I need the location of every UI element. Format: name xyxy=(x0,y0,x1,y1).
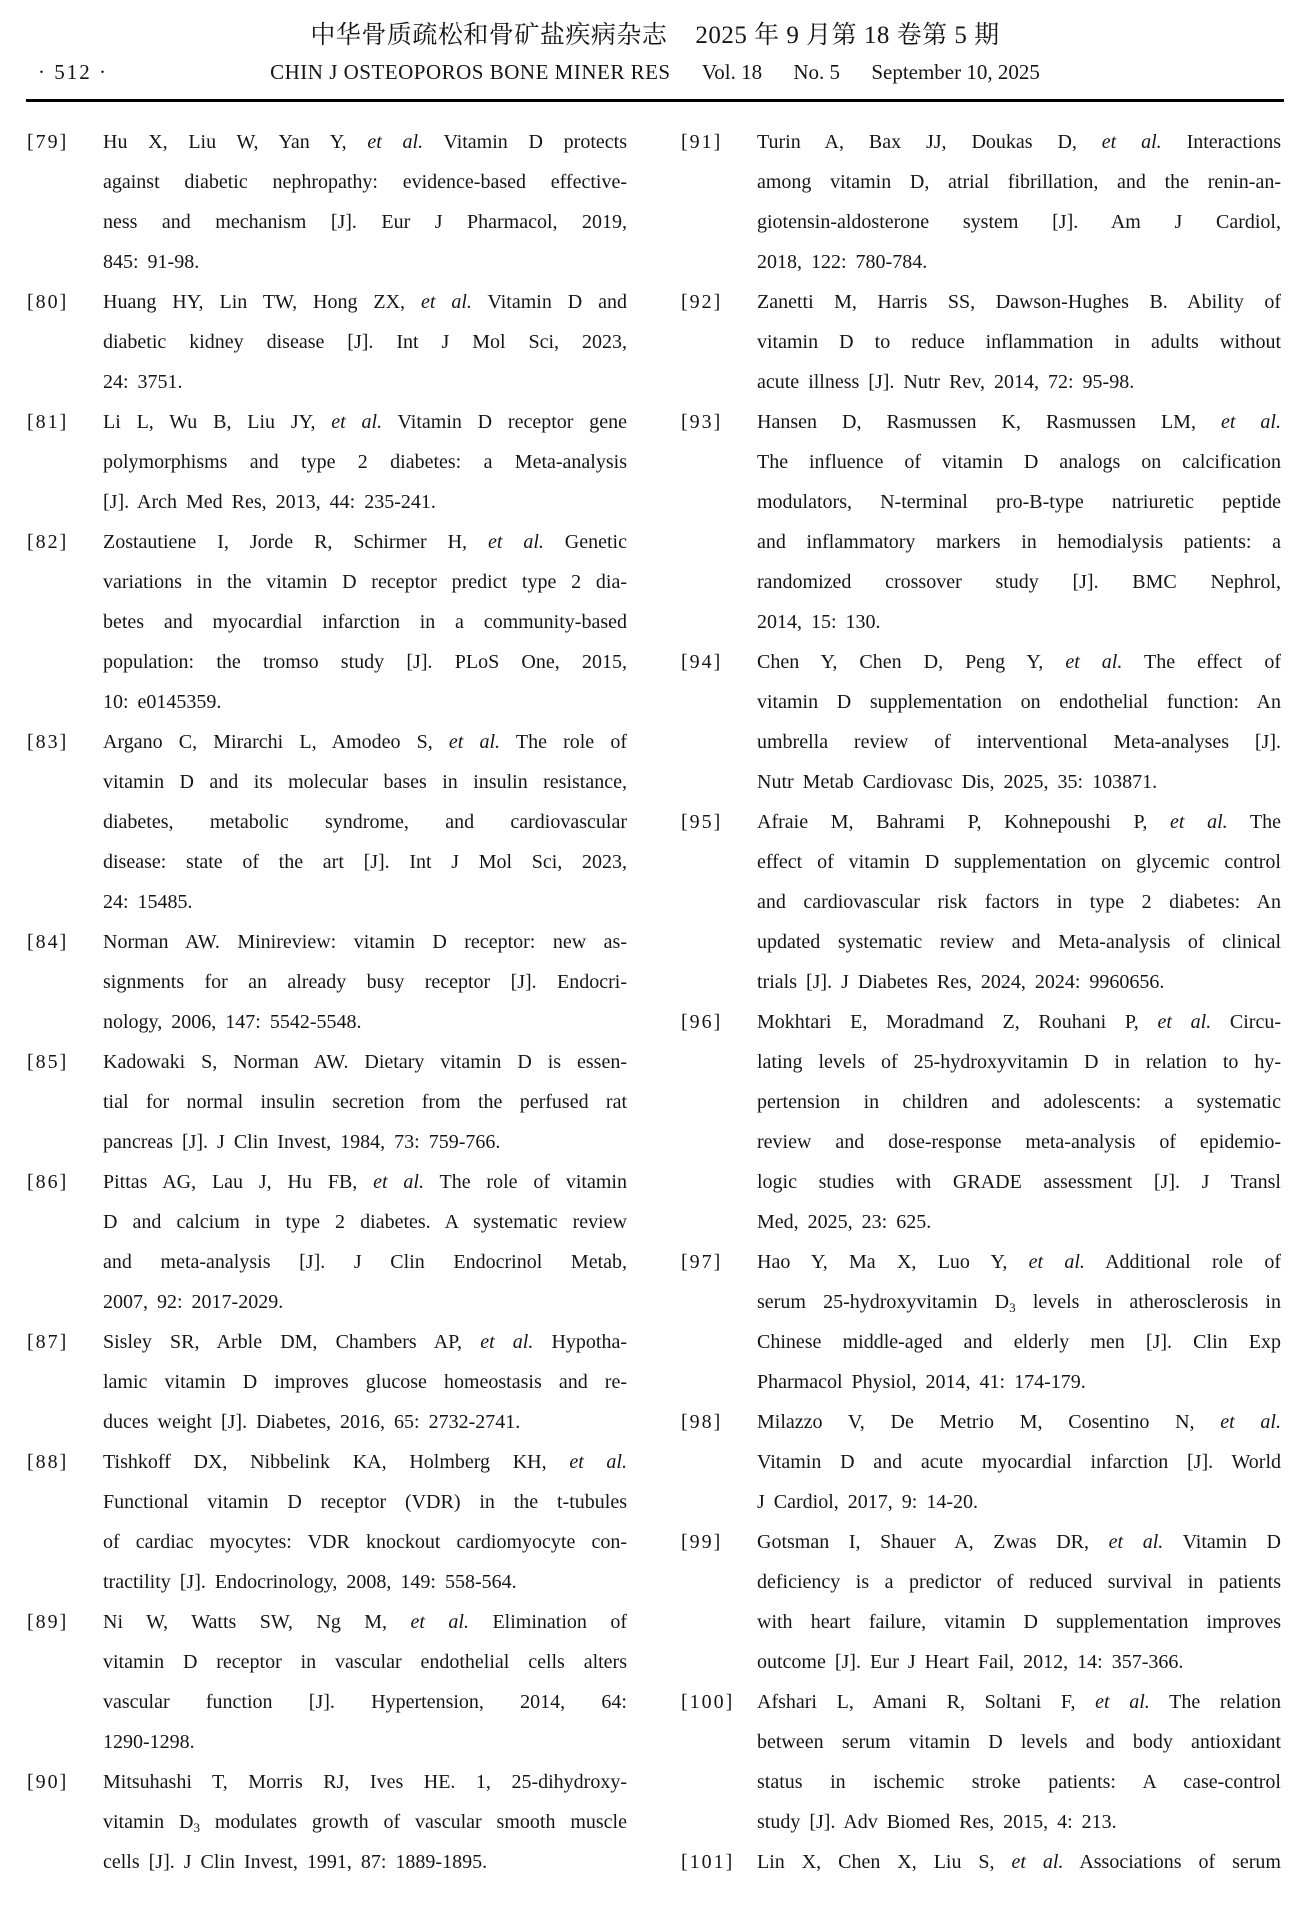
ref-line: Mitsuhashi T, Morris RJ, Ives HE. 1, 25-dihydroxy- xyxy=(103,1771,627,1793)
ref-line: Zanetti M, Harris SS, Dawson-Hughes B. Ability of xyxy=(757,291,1281,313)
ref-line: Chen Y, Chen D, Peng Y, et al. The effect of xyxy=(757,651,1281,673)
reference-item xyxy=(27,122,627,282)
reference-item xyxy=(681,1522,1281,1682)
ref-line: 2014, 15: 130. xyxy=(757,611,881,633)
ref-body xyxy=(103,1042,627,1162)
reference-item xyxy=(27,522,627,722)
ref-line: Argano C, Mirarchi L, Amodeo S, et al. The role of xyxy=(103,731,627,753)
journal-title-line-cn xyxy=(0,20,1310,52)
header-divider xyxy=(26,99,1284,102)
ref-line: updated systematic review and Meta-analysis of clinical xyxy=(757,931,1281,953)
ref-line: with heart failure, vitamin D supplementation improves xyxy=(757,1611,1281,1633)
ref-line: and inflammatory markers in hemodialysis patients: a xyxy=(757,531,1281,553)
ref-number: [92] xyxy=(681,291,723,313)
ref-number: [94] xyxy=(681,651,723,673)
ref-line: Lin X, Chen X, Liu S, et al. Associations of serum xyxy=(757,1851,1281,1873)
refs-column-left xyxy=(27,122,627,1882)
ref-line: Hu X, Liu W, Yan Y, et al. Vitamin D protects xyxy=(103,131,627,153)
ref-line: Hao Y, Ma X, Luo Y, et al. Additional role of xyxy=(757,1251,1281,1273)
ref-body xyxy=(103,922,627,1042)
ref-line: against diabetic nephropathy: evidence-based effective- xyxy=(103,171,627,193)
ref-body xyxy=(757,1522,1281,1682)
ref-body xyxy=(757,802,1281,1002)
ref-line: nology, 2006, 147: 5542-5548. xyxy=(103,1011,362,1033)
ref-line: 845: 91-98. xyxy=(103,251,200,273)
ref-body xyxy=(757,1842,1281,1882)
ref-line: Vitamin D and acute myocardial infarction [J]. World xyxy=(757,1451,1281,1473)
journal-title-line-en xyxy=(0,58,1310,86)
ref-line: population: the tromso study [J]. PLoS One, 2015, xyxy=(103,651,627,673)
ref-body xyxy=(103,1762,627,1882)
ref-line: between serum vitamin D levels and body antioxidant xyxy=(757,1731,1281,1753)
ref-body xyxy=(103,522,627,722)
reference-item xyxy=(27,282,627,402)
ref-line: Tishkoff DX, Nibbelink KA, Holmberg KH, et al. xyxy=(103,1451,627,1473)
ref-body xyxy=(103,722,627,922)
ref-line: serum 25-hydroxyvitamin $D_3$ levels in atherosclerosis in xyxy=(757,1291,1281,1315)
ref-line: and cardiovascular risk factors in type 2 diabetes: An xyxy=(757,891,1281,913)
ref-line: review and dose-response meta-analysis of epidemio- xyxy=(757,1131,1281,1153)
reference-item xyxy=(681,802,1281,1002)
ref-line: Turin A, Bax JJ, Doukas D, et al. Interactions xyxy=(757,131,1281,153)
reference-item xyxy=(681,282,1281,402)
ref-number: [84] xyxy=(27,931,69,953)
ref-line: status in ischemic stroke patients: A case-control xyxy=(757,1771,1281,1793)
reference-item xyxy=(681,1682,1281,1842)
ref-number: [85] xyxy=(27,1051,69,1073)
ref-line: Gotsman I, Shauer A, Zwas DR, et al. Vitamin D xyxy=(757,1531,1281,1553)
ref-line: pertension in children and adolescents: a systematic xyxy=(757,1091,1281,1113)
ref-line: Mokhtari E, Moradmand Z, Rouhani P, et al. Circu- xyxy=(757,1011,1281,1033)
reference-item xyxy=(27,1602,627,1762)
ref-line: Chinese middle-aged and elderly men [J]. Clin Exp xyxy=(757,1331,1281,1353)
ref-line: ness and mechanism [J]. Eur J Pharmacol, 2019, xyxy=(103,211,627,233)
ref-number: [87] xyxy=(27,1331,69,1353)
ref-line: Nutr Metab Cardiovasc Dis, 2025, 35: 103871. xyxy=(757,771,1158,793)
ref-line: Ni W, Watts SW, Ng M, et al. Elimination of xyxy=(103,1611,627,1633)
ref-line: The influence of vitamin D analogs on calcification xyxy=(757,451,1281,473)
reference-item xyxy=(681,642,1281,802)
ref-body xyxy=(757,1002,1281,1242)
ref-line: study [J]. Adv Biomed Res, 2015, 4: 213. xyxy=(757,1811,1117,1833)
date-label: September 10, 2025 xyxy=(871,60,1040,84)
reference-item xyxy=(27,1762,627,1882)
ref-line: randomized crossover study [J]. BMC Nephrol, xyxy=(757,571,1281,593)
ref-line: giotensin-aldosterone system [J]. Am J Cardiol, xyxy=(757,211,1281,233)
ref-line: modulators, N-terminal pro-B-type natriuretic peptide xyxy=(757,491,1281,513)
volume-label: Vol. 18 xyxy=(701,60,763,84)
ref-number: [98] xyxy=(681,1411,723,1433)
ref-line: deficiency is a predictor of reduced survival in patients xyxy=(757,1571,1281,1593)
ref-line: lating levels of 25-hydroxyvitamin D in relation to hy- xyxy=(757,1051,1281,1073)
reference-item xyxy=(27,1162,627,1322)
ref-body xyxy=(757,642,1281,802)
ref-line: [J]. Arch Med Res, 2013, 44: 235-241. xyxy=(103,491,436,513)
ref-number: [97] xyxy=(681,1251,723,1273)
ref-number: [90] xyxy=(27,1771,69,1793)
reference-item xyxy=(681,402,1281,642)
ref-body xyxy=(757,1682,1281,1842)
ref-line: diabetes, metabolic syndrome, and cardiovascular xyxy=(103,811,627,833)
ref-body xyxy=(757,1242,1281,1402)
ref-line: pancreas [J]. J Clin Invest, 1984, 73: 759-766. xyxy=(103,1131,501,1153)
ref-line: Afraie M, Bahrami P, Kohnepoushi P, et al. The xyxy=(757,811,1281,833)
ref-number: [95] xyxy=(681,811,723,833)
ref-line: tial for normal insulin secretion from the perfused rat xyxy=(103,1091,627,1113)
ref-number: [83] xyxy=(27,731,69,753)
ref-line: Li L, Wu B, Liu JY, et al. Vitamin D receptor gene xyxy=(103,411,627,433)
ref-body xyxy=(757,282,1281,402)
reference-item xyxy=(681,122,1281,282)
ref-number: [91] xyxy=(681,131,723,153)
ref-body xyxy=(103,402,627,522)
ref-number: [93] xyxy=(681,411,723,433)
ref-body xyxy=(103,1442,627,1602)
ref-line: variations in the vitamin D receptor predict type 2 dia- xyxy=(103,571,627,593)
reference-item xyxy=(681,1842,1281,1882)
ref-number: [79] xyxy=(27,131,69,153)
ref-line: 24: 15485. xyxy=(103,891,193,913)
ref-body xyxy=(103,1322,627,1442)
ref-number: [81] xyxy=(27,411,69,433)
ref-line: effect of vitamin D supplementation on glycemic control xyxy=(757,851,1281,873)
ref-line: D and calcium in type 2 diabetes. A systematic review xyxy=(103,1211,627,1233)
ref-line: diabetic kidney disease [J]. Int J Mol Sci, 2023, xyxy=(103,331,627,353)
ref-number: [86] xyxy=(27,1171,69,1193)
journal-title-cn: 中华骨质疏松和骨矿盐疾病杂志 xyxy=(310,22,668,49)
page-number: · 512 · xyxy=(38,60,108,84)
ref-line: vitamin D supplementation on endothelial function: An xyxy=(757,691,1281,713)
ref-line: J Cardiol, 2017, 9: 14-20. xyxy=(757,1491,978,1513)
ref-number: [89] xyxy=(27,1611,69,1633)
ref-line: Zostautiene I, Jorde R, Schirmer H, et al. Genetic xyxy=(103,531,627,553)
ref-line: Milazzo V, De Metrio M, Cosentino N, et al. xyxy=(757,1411,1281,1433)
issue-info-cn: 2025 年 9 月第 18 卷第 5 期 xyxy=(695,22,1000,49)
ref-line: signments for an already busy receptor [J]. Endocri- xyxy=(103,971,627,993)
references-section xyxy=(0,122,1310,1882)
journal-title-en: CHIN J OSTEOPOROS BONE MINER RES xyxy=(270,60,671,84)
ref-line: 24: 3751. xyxy=(103,371,183,393)
ref-line: logic studies with GRADE assessment [J]. J Transl xyxy=(757,1171,1281,1193)
reference-item xyxy=(681,1402,1281,1522)
ref-line: vitamin D and its molecular bases in insulin resistance, xyxy=(103,771,627,793)
ref-line: acute illness [J]. Nutr Rev, 2014, 72: 95-98. xyxy=(757,371,1135,393)
ref-line: 10: e0145359. xyxy=(103,691,222,713)
ref-number: [99] xyxy=(681,1531,723,1553)
ref-line: Kadowaki S, Norman AW. Dietary vitamin D is essen- xyxy=(103,1051,627,1073)
reference-item xyxy=(27,922,627,1042)
ref-body xyxy=(103,122,627,282)
ref-line: 2007, 92: 2017-2029. xyxy=(103,1291,284,1313)
ref-line: disease: state of the art [J]. Int J Mol Sci, 2023, xyxy=(103,851,627,873)
ref-number: [82] xyxy=(27,531,69,553)
ref-line: trials [J]. J Diabetes Res, 2024, 2024: 9960656. xyxy=(757,971,1165,993)
ref-line: vitamin D receptor in vascular endothelial cells alters xyxy=(103,1651,627,1673)
reference-item xyxy=(27,1442,627,1602)
ref-line: 1290-1298. xyxy=(103,1731,195,1753)
ref-line: Huang HY, Lin TW, Hong ZX, et al. Vitamin D and xyxy=(103,291,627,313)
ref-line: tractility [J]. Endocrinology, 2008, 149: 558-564. xyxy=(103,1571,517,1593)
ref-line: Afshari L, Amani R, Soltani F, et al. The relation xyxy=(757,1691,1281,1713)
ref-line: of cardiac myocytes: VDR knockout cardiomyocyte con- xyxy=(103,1531,627,1553)
ref-line: umbrella review of interventional Meta-analyses [J]. xyxy=(757,731,1281,753)
ref-line: vitamin D to reduce inflammation in adults without xyxy=(757,331,1281,353)
ref-line: duces weight [J]. Diabetes, 2016, 65: 2732-2741. xyxy=(103,1411,521,1433)
ref-line: and meta-analysis [J]. J Clin Endocrinol Metab, xyxy=(103,1251,627,1273)
ref-line: Sisley SR, Arble DM, Chambers AP, et al. Hypotha- xyxy=(103,1331,627,1353)
reference-item xyxy=(27,722,627,922)
ref-line: Functional vitamin D receptor (VDR) in the t-tubules xyxy=(103,1491,627,1513)
ref-line: Pharmacol Physiol, 2014, 41: 174-179. xyxy=(757,1371,1086,1393)
ref-body xyxy=(757,1402,1281,1522)
page-header xyxy=(0,20,1310,102)
ref-line: cells [J]. J Clin Invest, 1991, 87: 1889-1895. xyxy=(103,1851,488,1873)
ref-number: [88] xyxy=(27,1451,69,1473)
ref-line: vascular function [J]. Hypertension, 2014, 64: xyxy=(103,1691,627,1713)
ref-line: vitamin $D_3$ modulates growth of vascular smooth muscle xyxy=(103,1811,627,1835)
ref-line: Norman AW. Minireview: vitamin D receptor: new as- xyxy=(103,931,627,953)
ref-body xyxy=(757,402,1281,642)
ref-line: among vitamin D, atrial fibrillation, and the renin-an- xyxy=(757,171,1281,193)
ref-body xyxy=(103,1162,627,1322)
ref-body xyxy=(757,122,1281,282)
reference-item xyxy=(27,1042,627,1162)
ref-line: 2018, 122: 780-784. xyxy=(757,251,928,273)
ref-line: lamic vitamin D improves glucose homeostasis and re- xyxy=(103,1371,627,1393)
ref-line: Hansen D, Rasmussen K, Rasmussen LM, et al. xyxy=(757,411,1281,433)
ref-line: polymorphisms and type 2 diabetes: a Meta-analysis xyxy=(103,451,627,473)
ref-line: outcome [J]. Eur J Heart Fail, 2012, 14: 357-366. xyxy=(757,1651,1184,1673)
issue-label: No. 5 xyxy=(793,60,841,84)
refs-column-right xyxy=(681,122,1281,1882)
ref-number: [96] xyxy=(681,1011,723,1033)
reference-item xyxy=(27,402,627,522)
ref-number: [100] xyxy=(681,1691,735,1713)
ref-line: betes and myocardial infarction in a community-based xyxy=(103,611,627,633)
reference-item xyxy=(681,1242,1281,1402)
ref-line: Pittas AG, Lau J, Hu FB, et al. The role of vitamin xyxy=(103,1171,627,1193)
reference-item xyxy=(27,1322,627,1442)
ref-line: Med, 2025, 23: 625. xyxy=(757,1211,932,1233)
ref-body xyxy=(103,1602,627,1762)
ref-body xyxy=(103,282,627,402)
ref-number: [80] xyxy=(27,291,69,313)
ref-number: [101] xyxy=(681,1851,735,1873)
reference-item xyxy=(681,1002,1281,1242)
